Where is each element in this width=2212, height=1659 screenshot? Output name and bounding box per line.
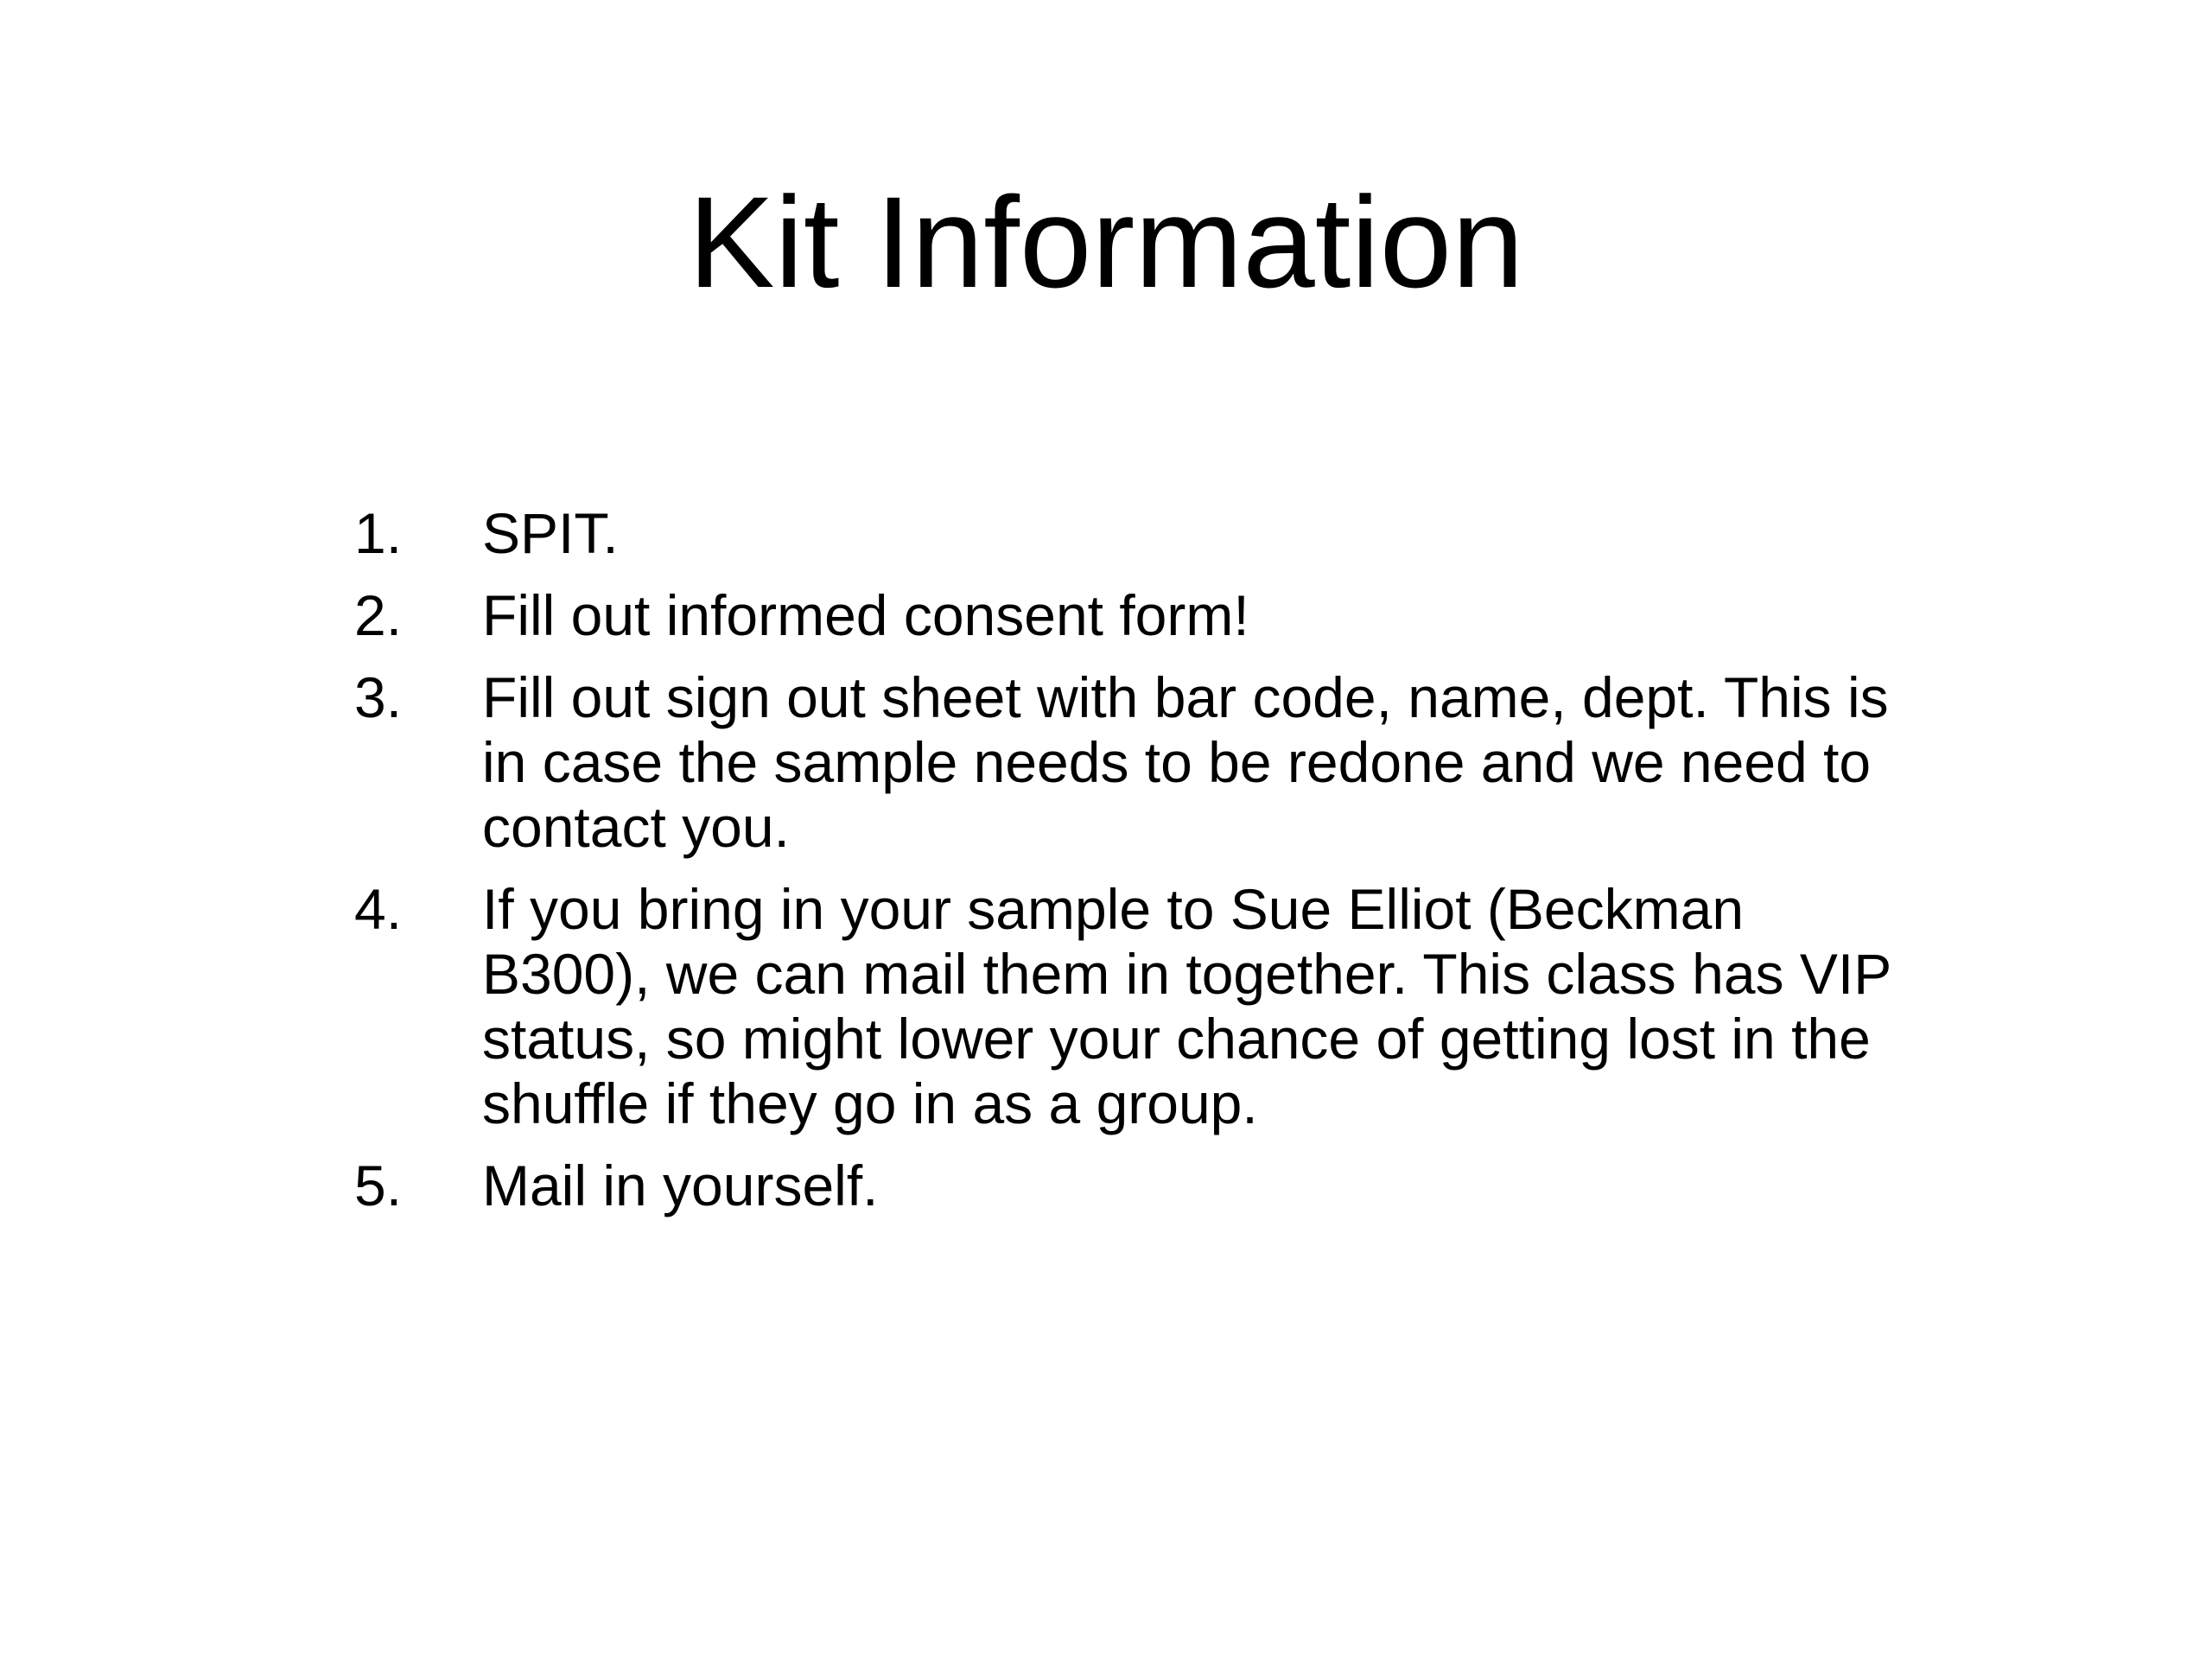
numbered-list [354,501,1892,1218]
list-item [354,583,1892,648]
list-item [354,1154,1892,1218]
list-item [354,501,1892,566]
list-item-number: 3. [354,665,403,729]
slide-body [354,501,1892,1236]
list-item-text: SPIT. [482,501,619,565]
list-item-number: 4. [354,877,403,941]
list-item-text: Fill out sign out sheet with bar code, name, dept. This is in case the sample needs to be redone and we need to contact you. [482,665,1889,859]
list-item [354,877,1892,1136]
list-item-number: 5. [354,1154,403,1217]
list-item-text: Mail in yourself. [482,1154,879,1217]
list-item [354,665,1892,860]
list-item-text: Fill out informed consent form! [482,583,1249,647]
slide-title: Kit Information [688,169,1524,315]
list-item-number: 1. [354,501,403,565]
list-item-text: If you bring in your sample to Sue Elliot (Beckman B300), we can mail them in together. This class has VIP status, so might lower your chance of getting lost in the shuffle if they go in as a group. [482,877,1891,1135]
list-item-number: 2. [354,583,403,647]
